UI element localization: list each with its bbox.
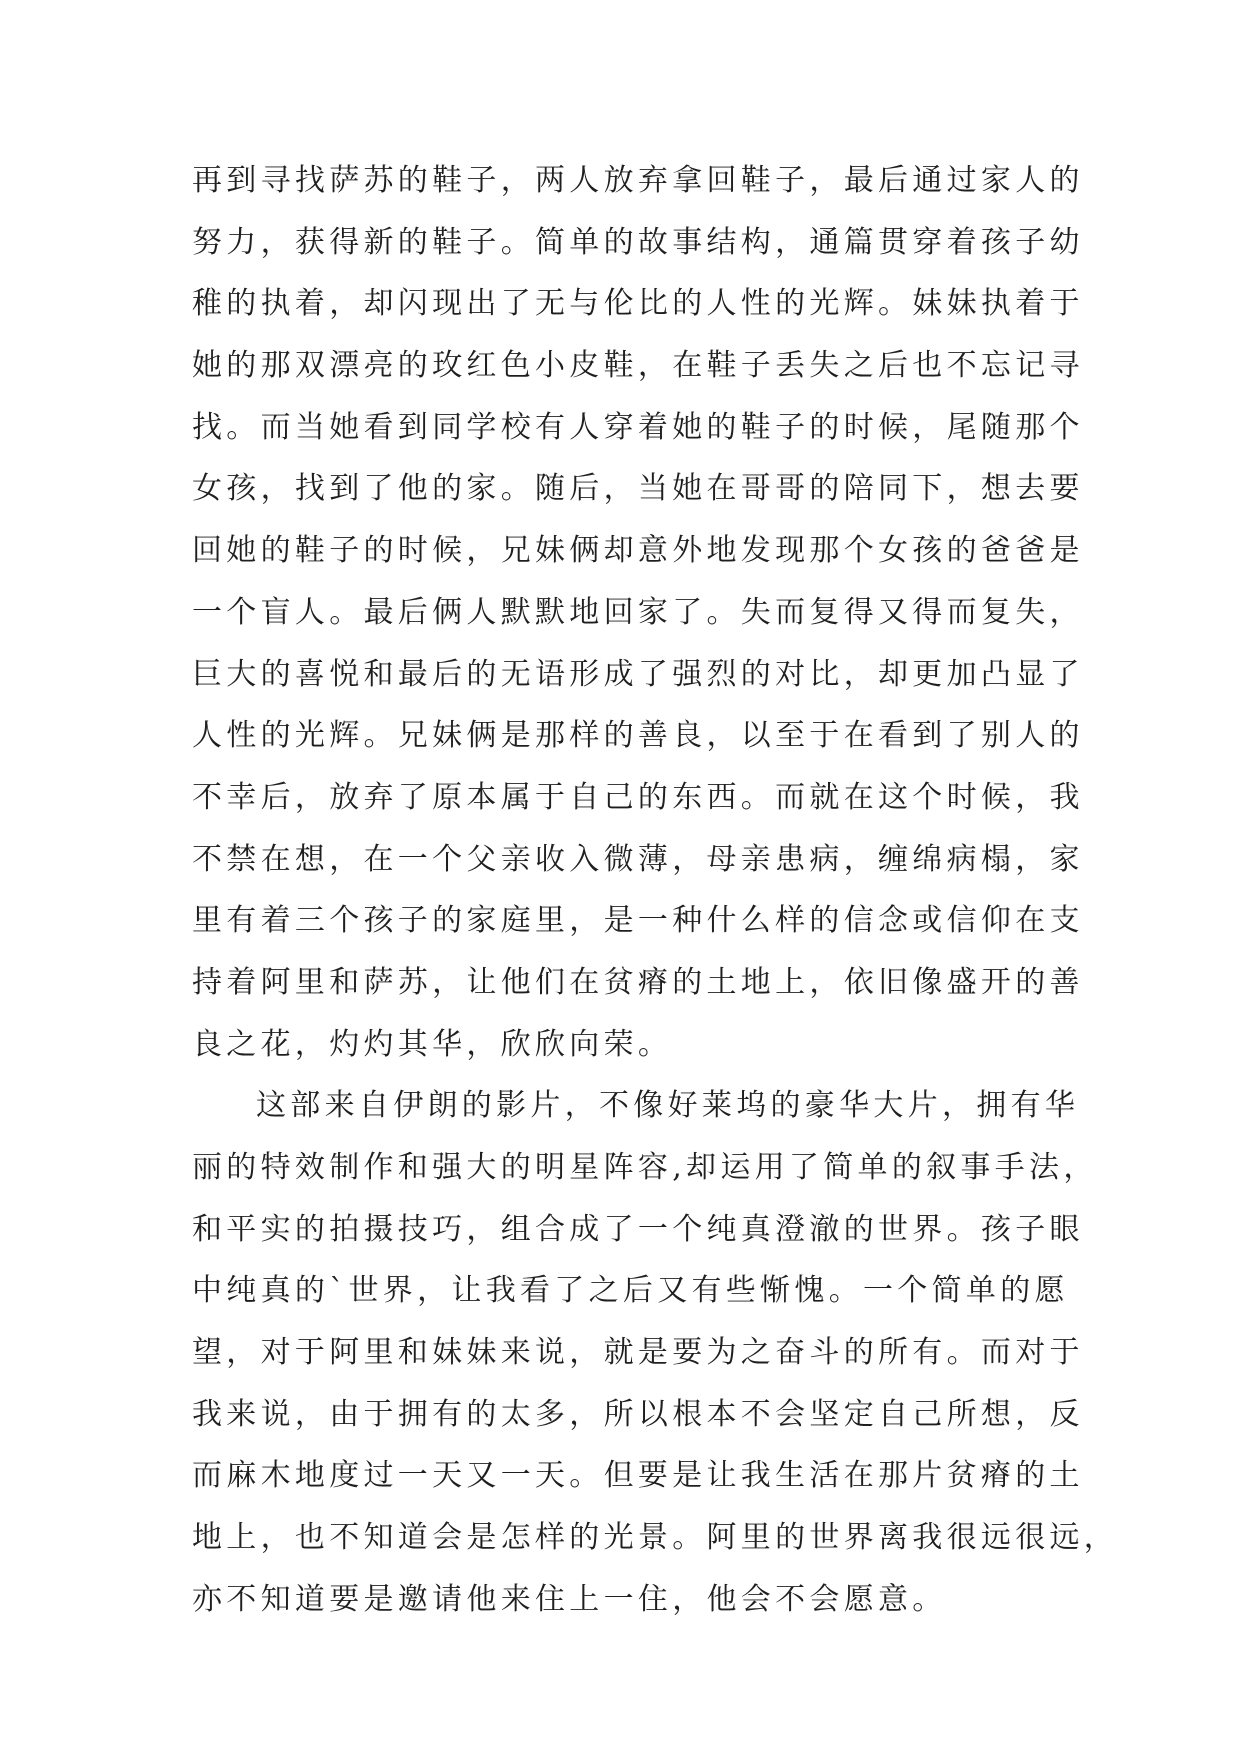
text-line: 再到寻找萨苏的鞋子，两人放弃拿回鞋子，最后通过家人的 bbox=[192, 163, 1084, 198]
text-line: 而麻木地度过一天又一天。但要是让我生活在那片贫瘠的土 bbox=[192, 1458, 1084, 1494]
text-line: 努力，获得新的鞋子。简单的故事结构，通篇贯穿着孩子幼 bbox=[192, 224, 1084, 260]
text-line: 良之花，灼灼其华，欣欣向荣。 bbox=[192, 1026, 673, 1062]
text-line: 我来说，由于拥有的太多，所以根本不会坚定自己所想，反 bbox=[192, 1396, 1084, 1432]
text-line: 不幸后，放弃了原本属于自己的东西。而就在这个时候，我 bbox=[192, 779, 1084, 815]
text-line: 丽的特效制作和强大的明星阵容,却运用了简单的叙事手法， bbox=[192, 1150, 1098, 1185]
text-line: 稚的执着，却闪现出了无与伦比的人性的光辉。妹妹执着于 bbox=[192, 286, 1084, 322]
body-text bbox=[192, 150, 1119, 1631]
text-line: 一个盲人。最后俩人默默地回家了。失而复得又得而复失， bbox=[192, 594, 1084, 630]
text-line: 她的那双漂亮的玫红色小皮鞋，在鞋子丢失之后也不忘记寻 bbox=[192, 348, 1084, 384]
text-line: 地上，也不知道会是怎样的光景。阿里的世界离我很远很远， bbox=[192, 1520, 1119, 1556]
text-line: 找。而当她看到同学校有人穿着她的鞋子的时候，尾随那个 bbox=[192, 409, 1084, 445]
text-line: 中纯真的`世界，让我看了之后又有些惭愧。一个简单的愿 bbox=[192, 1273, 1069, 1309]
text-line: 里有着三个孩子的家庭里，是一种什么样的信念或信仰在支 bbox=[192, 903, 1084, 939]
paragraph-2 bbox=[192, 1075, 1119, 1630]
text-line: 巨大的喜悦和最后的无语形成了强烈的对比，却更加凸显了 bbox=[192, 656, 1084, 692]
text-line: 不禁在想，在一个父亲收入微薄，母亲患病，缠绵病榻，家 bbox=[192, 841, 1084, 877]
text-line-first: 这部来自伊朗的影片，不像好莱坞的豪华大片，拥有华 bbox=[256, 1088, 1080, 1124]
text-line: 人性的光辉。兄妹俩是那样的善良，以至于在看到了别人的 bbox=[192, 718, 1084, 754]
text-line: 女孩，找到了他的家。随后，当她在哥哥的陪同下，想去要 bbox=[192, 471, 1084, 507]
paragraph-1 bbox=[192, 150, 1084, 1075]
text-line: 亦不知道要是邀请他来住上一住，他会不会愿意。 bbox=[192, 1581, 947, 1617]
text-line: 回她的鞋子的时候，兄妹俩却意外地发现那个女孩的爸爸是 bbox=[192, 533, 1084, 569]
text-line: 望，对于阿里和妹妹来说，就是要为之奋斗的所有。而对于 bbox=[192, 1335, 1084, 1371]
text-line: 持着阿里和萨苏，让他们在贫瘠的土地上，依旧像盛开的善 bbox=[192, 964, 1084, 1000]
text-line: 和平实的拍摄技巧，组合成了一个纯真澄澈的世界。孩子眼 bbox=[192, 1211, 1084, 1247]
